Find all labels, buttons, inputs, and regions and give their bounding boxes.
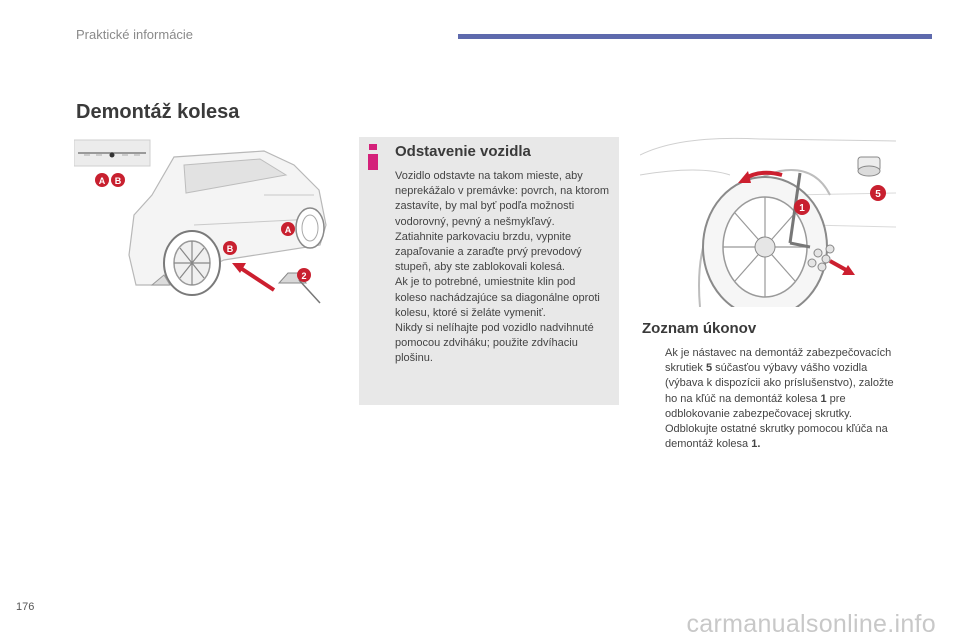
callout-2 [297,268,311,282]
svg-text:A: A [98,176,106,186]
info-paragraph: Nikdy si nelíhajte pod vozidlo nadvihnuté pomocou zdviháku; použite zdvíhaciu plošinu. [395,322,594,365]
svg-text:B: B [226,244,234,254]
header-bar [458,34,932,39]
callout-B [223,241,237,255]
info-icon [368,144,378,170]
callout-1 [794,199,810,215]
callout-B-inset [111,173,125,187]
watermark[interactable]: carmanualsonline.info [686,610,936,638]
info-paragraph: Zatiahnite parkovaciu brzdu, vypnite zapaľovanie a zaraďte prvý prevodový stupeň, aby ste zablokovali kolesá. [395,230,582,274]
info-title: Odstavenie vozidla [395,143,531,160]
callout-A-inset [95,173,109,187]
section-header: Praktické informácie [76,27,194,42]
svg-text:5: 5 [875,189,881,200]
steps-title: Zoznam úkonov [642,320,757,337]
svg-text:2: 2 [301,271,307,281]
car-jack-illustration [74,135,330,315]
svg-text:A: A [284,225,292,235]
info-paragraph: Vozidlo odstavte na takom mieste, aby neprekážalo v premávke: povrch, na ktorom zastavíte, by mal byť podľa možnosti vodorovný, pevný a nešmykľavý. [395,170,609,228]
info-box [359,137,619,405]
callout-5 [870,185,886,201]
steps-list [646,346,908,452]
info-paragraph: Ak je to potrebné, umiestnite klin pod koleso nachádzajúce sa diagonálne oproti kolesu, ktoré si želáte vymeniť. [395,276,600,319]
svg-text:1: 1 [799,203,805,214]
list-item: Ak je nástavec na demontáž zabezpečovacích skrutiek 5 súčasťou výbavy vášho vozidla (výbava k dispozícii ako príslušenstvo), založte ho na kľúč na demontáž kolesa 1 pre odblokovanie zabezpečovacej skrutky. [665,347,894,420]
info-text [395,169,609,367]
list-item: Odblokujte ostatné skrutky pomocou kľúča na demontáž kolesa 1. [665,423,888,451]
page-title: Demontáž kolesa [76,101,240,123]
svg-text:B: B [114,176,122,186]
callout-A [281,222,295,236]
wheel-bolts-illustration [640,135,896,307]
page-number: 176 [16,601,35,613]
